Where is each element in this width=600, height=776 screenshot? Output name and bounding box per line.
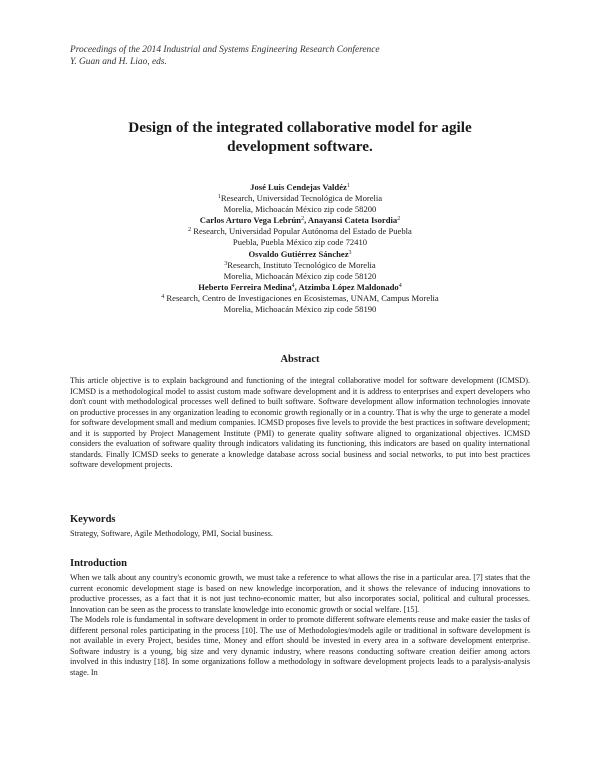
affiliation-address: Morelia, Michoacán México zip code 58200 bbox=[223, 204, 377, 215]
affiliation-text: Research, Instituto Tecnológico de Morelia bbox=[227, 259, 376, 270]
title-line-1: Design of the integrated collaborative model for agile bbox=[128, 119, 472, 136]
affiliation-text: Research, Centro de Investigaciones en Ecosistemas, UNAM, Campus Morelia bbox=[164, 292, 439, 303]
author-name: José Luis Cendejas Valdéz bbox=[250, 182, 347, 192]
author-line-3 bbox=[60, 249, 540, 260]
author-name: Anayansi Cateta Isordia bbox=[307, 215, 398, 226]
author-separator: , bbox=[304, 215, 308, 226]
author-name: Carlos Arturo Vega Lebrún bbox=[199, 215, 302, 226]
header-line-2: Y. Guan and H. Liao, eds. bbox=[70, 57, 167, 67]
introduction-paragraph-1: When we talk about any country's economic growth, we must take a reference to what allows the rise in a particular area. [7] states that the current economic development stage is based on new knowledge incorporation, and it shows the relevance of inducing innovations to productive processes, as a fact that it is not just techno-economic matter, but also incorporates social, political and cultural processes. Innovation can be seen as the process to translate knowledge into economic growth or social welfare. [15]. bbox=[70, 573, 530, 614]
keywords-text: Strategy, Software, Agile Methodology, PMI, Social business. bbox=[70, 529, 273, 538]
affiliation-sup: 4 bbox=[161, 293, 165, 300]
author-name: Atzimba López Maldonado bbox=[298, 281, 399, 292]
introduction-paragraph-2: The Models role is fundamental in software development in order to promote different software elements reuse and make easier the tasks of different personal roles participating in the process [10]. The use of Methodologies/models agile or traditional in software development is not available in every Project, besides time, Money and effort should be invested in every area in a software development enterprise. Software industry is a young, big size and very dynamic industry, where reasons conducting software creation deifier among actors involved in this industry [18]. In some organizations follow a methodology in software development projects leads to a paralysis-analysis stage. In bbox=[70, 615, 530, 677]
affiliation-line bbox=[60, 193, 540, 204]
author-sup: 2 bbox=[301, 216, 305, 223]
author-name: Heberto Ferreira Medina bbox=[198, 281, 292, 292]
author-sup: 3 bbox=[348, 249, 352, 256]
affiliation-address: Morelia, Michoacán México zip code 58190 bbox=[223, 304, 377, 315]
author-line-4 bbox=[60, 282, 540, 293]
affiliation-sup: 3 bbox=[224, 260, 228, 267]
author-name: Osvaldo Gutiérrez Sánchez bbox=[248, 248, 349, 259]
introduction-text bbox=[70, 573, 530, 678]
author-sup: 4 bbox=[291, 282, 295, 289]
author-sup: 1 bbox=[346, 183, 350, 189]
abstract-heading: Abstract bbox=[280, 354, 320, 365]
keywords-heading: Keywords bbox=[70, 514, 116, 525]
introduction-heading: Introduction bbox=[70, 558, 127, 569]
author-line-2 bbox=[60, 215, 540, 226]
author-sup: 4 bbox=[398, 282, 402, 289]
affiliation-address: Morelia, Michoacán México zip code 58120 bbox=[223, 270, 377, 281]
affiliation-sup: 2 bbox=[188, 227, 192, 234]
author-line-1 bbox=[60, 182, 540, 193]
title-line-2: development software. bbox=[227, 138, 373, 155]
conference-header bbox=[70, 44, 380, 68]
affiliation-line bbox=[60, 260, 540, 271]
author-block bbox=[60, 182, 540, 315]
author-sup: 2 bbox=[397, 216, 401, 223]
affiliation-text: Research, Universidad Tecnológica de Morelia bbox=[220, 193, 383, 204]
affiliation-line bbox=[60, 293, 540, 304]
paper-title bbox=[60, 118, 540, 156]
abstract-text: This article objective is to explain background and functioning of the integral collaborative model for software development (ICMSD). ICMSD is a methodological model to assist custom made software development and it is address to enterprises and expert developers who don't count with methodological processes well defined to built software. Software development allow information technologies innovate on productive processes in any organization leading to economic growth regionally or in a country. That is why the urge to generate a model for software development small and medium companies. ICMSD proposes five levels to provide the best practices in software development; and it is supported by Project Management Institute (PMI) to generate quality software aligned to organizational objectives. ICMSD considers the evaluation of software quality through indicators validating its functioning, this indicators are based on quality international standards. Finally ICMSD seeks to generate a knowledge database across social business and social networks, to put into best practices software development projects. bbox=[70, 376, 530, 469]
affiliation-address: Puebla, Puebla México zip code 72410 bbox=[232, 237, 368, 248]
affiliation-line bbox=[60, 226, 540, 237]
header-line-1: Proceedings of the 2014 Industrial and Systems Engineering Research Conference bbox=[70, 45, 380, 55]
author-separator: , bbox=[294, 281, 299, 292]
affiliation-sup: 1 bbox=[217, 194, 221, 201]
affiliation-text: Research, Universidad Popular Autónoma del Estado de Puebla bbox=[191, 226, 412, 237]
